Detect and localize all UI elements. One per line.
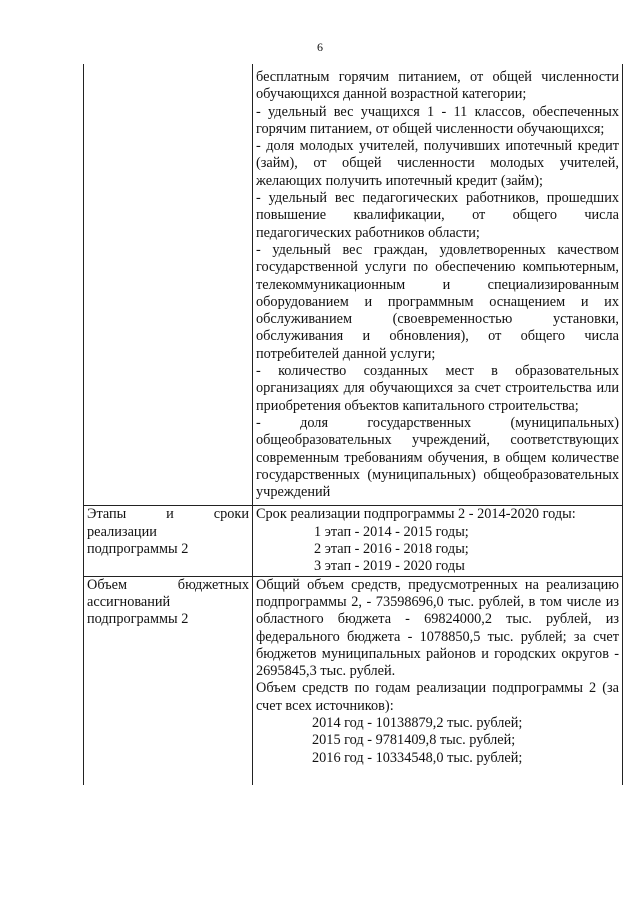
stages-cell [253,506,623,576]
budget-years-intro: Объем средств по годам реализации подпрограммы 2 (за счет всех источников): [256,680,619,714]
budget-cell [253,576,623,785]
indicator-item: - доля молодых учителей, получивших ипотечный кредит (займ), от общей численности молодых учителей, желающих получить ипотечный кредит (займ); [256,138,619,189]
indicator-item: - удельный вес граждан, удовлетворенных качеством государственной услуги по обеспечению компьютерным, телекоммуникационным и специализированным оборудованием и программным оснащением и их обслуживанием (своевременностью установки, обслуживания и обновления), от общего числа потребителей данной услуги; [256,241,619,362]
indicator-item: - удельный вес педагогических работников, прошедших повышение квалификации, от общего числа педагогических работников области; [256,190,619,241]
indicators-cell [253,64,623,506]
stage-item: 1 этап - 2014 - 2015 годы; [314,523,469,540]
indicator-item: бесплатным горячим питанием, от общей численности обучающихся данной возрастной категории; [256,69,619,103]
indicator-item: - количество созданных мест в образовательных организациях для обучающихся за счет строительства или приобретения объектов капитального строительства; [256,363,619,414]
stages-label: Этапы и сроки реализации подпрограммы 2 [84,506,253,576]
indicator-item: - доля государственных (муниципальных) общеобразовательных учреждений, соответствующих современным требованиям обучения, в общем количестве государственных (муниципальных) общеобразовательных учреждений [256,414,619,501]
stage-item: 2 этап - 2016 - 2018 годы; [314,541,469,558]
table-row-stages [84,506,623,576]
stages-intro: Срок реализации подпрограммы 2 - 2014-2020 годы: [256,506,576,523]
stage-item: 3 этап - 2019 - 2020 годы [314,558,465,575]
budget-year-item: 2015 год - 9781409,8 тыс. рублей; [312,732,516,749]
budget-label: Объем бюджетных ассигнований подпрограммы 2 [84,576,253,785]
budget-total-paragraph: Общий объем средств, предусмотренных на реализацию подпрограммы 2, - 73598696,0 тыс. рублей, в том числе из областного бюджета - 69824000,2 тыс. рублей, из федерального бюджета - 1078850,5 тыс. рублей; за счет бюджетов муниципальных районов и городских округов - 2695845,3 тыс. рублей. [256,576,619,680]
indicator-item: - удельный вес учащихся 1 - 11 классов, обеспеченных горячим питанием, от общей численности обучающихся; [256,103,619,137]
cell-bottom-space [256,767,619,785]
row-label-empty [84,64,253,506]
passport-table [83,64,623,785]
budget-year-item: 2014 год - 10138879,2 тыс. рублей; [312,714,523,731]
budget-year-item: 2016 год - 10334548,0 тыс. рублей; [312,749,523,766]
table-row-indicators [84,64,623,506]
table-row-budget [84,576,623,785]
page-number: 6 [317,40,323,54]
